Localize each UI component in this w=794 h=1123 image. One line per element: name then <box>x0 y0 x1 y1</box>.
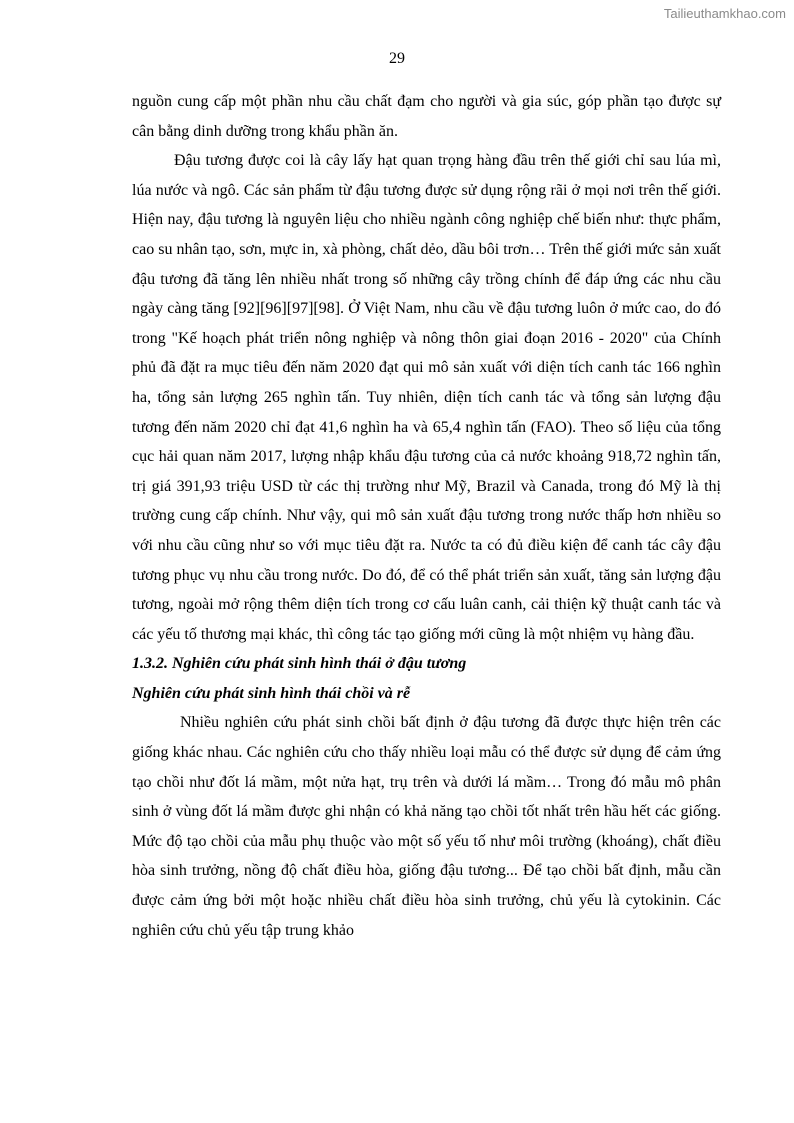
paragraph-soybean-importance: Đậu tương được coi là cây lấy hạt quan trọng hàng đầu trên thế giới chỉ sau lúa mì, lúa nước và ngô. Các sản phẩm từ đậu tương được sử dụng rộng rãi ở mọi nơi trên thế giới. Hiện nay, đậu tương là nguyên liệu cho nhiều ngành công nghiệp chế biến như: thực phẩm, cao su nhân tạo, sơn, mực in, xà phòng, chất dẻo, dầu bôi trơn… Trên thế giới mức sản xuất đậu tương đã tăng lên nhiều nhất trong số những cây trồng chính để đáp ứng các nhu cầu ngày càng tăng [92][96][97][98]. Ở Việt Nam, nhu cầu về đậu tương luôn ở mức cao, do đó trong "Kế hoạch phát triển nông nghiệp và nông thôn giai đoạn 2016 - 2020" của Chính phủ đã đặt ra mục tiêu đến năm 2020 đạt qui mô sản xuất với diện tích canh tác 166 nghìn ha, tổng sản lượng 265 nghìn tấn. Tuy nhiên, diện tích canh tác và tổng sản lượng đậu tương đến năm 2020 chỉ đạt 41,6 nghìn ha và 65,4 nghìn tấn (FAO). Theo số liệu của tổng cục hải quan năm 2017, lượng nhập khẩu đậu tương của cả nước khoảng 918,72 nghìn tấn, trị giá 391,93 triệu USD từ các thị trường như Mỹ, Brazil và Canada, trong đó Mỹ là thị trường cung cấp chính. Như vậy, qui mô sản xuất đậu tương trong nước thấp hơn nhiều so với nhu cầu cũng như so với mục tiêu đặt ra. Nước ta có đủ điều kiện để canh tác cây đậu tương phục vụ nhu cầu trong nước. Do đó, để có thể phát triển sản xuất, tăng sản lượng đậu tương, ngoài mở rộng thêm diện tích trong cơ cấu luân canh, cải thiện kỹ thuật canh tác và các yếu tố thương mại khác, thì công tác tạo giống mới cũng là một nhiệm vụ hàng đầu. <box>132 152 721 643</box>
paragraph-shoot-regeneration: Nhiều nghiên cứu phát sinh chồi bất định ở đậu tương đã được thực hiện trên các giống khác nhau. Các nghiên cứu cho thấy nhiều loại mẫu có thể được sử dụng để cảm ứng tạo chồi như đốt lá mầm, một nửa hạt, trụ trên và dưới lá mầm… Trong đó mẫu mô phân sinh ở vùng đốt lá mầm được ghi nhận có khả năng tạo chồi tốt nhất trên hầu hết các giống. Mức độ tạo chồi của mẫu phụ thuộc vào một số yếu tố như môi trường (khoáng), chất điều hòa sinh trưởng, nồng độ chất điều hòa, giống đậu tương... Để tạo chồi bất định, mẫu cần được cảm ứng bởi một hoặc nhiều chất điều hòa sinh trưởng, chủ yếu là cytokinin. Các nghiên cứu chủ yếu tập trung khảo <box>132 714 721 939</box>
watermark: Tailieuthamkhao.com <box>663 6 786 21</box>
paragraph-continuation: nguồn cung cấp một phần nhu cầu chất đạm cho người và gia súc, góp phần tạo được sự cân bằng dinh dưỡng trong khẩu phần ăn. <box>132 93 721 140</box>
page-number: 29 <box>389 50 405 67</box>
document-body <box>132 87 721 945</box>
section-heading: 1.3.2. Nghiên cứu phát sinh hình thái ở đậu tương <box>132 655 467 673</box>
subsection-heading: Nghiên cứu phát sinh hình thái chồi và rễ <box>132 684 411 702</box>
